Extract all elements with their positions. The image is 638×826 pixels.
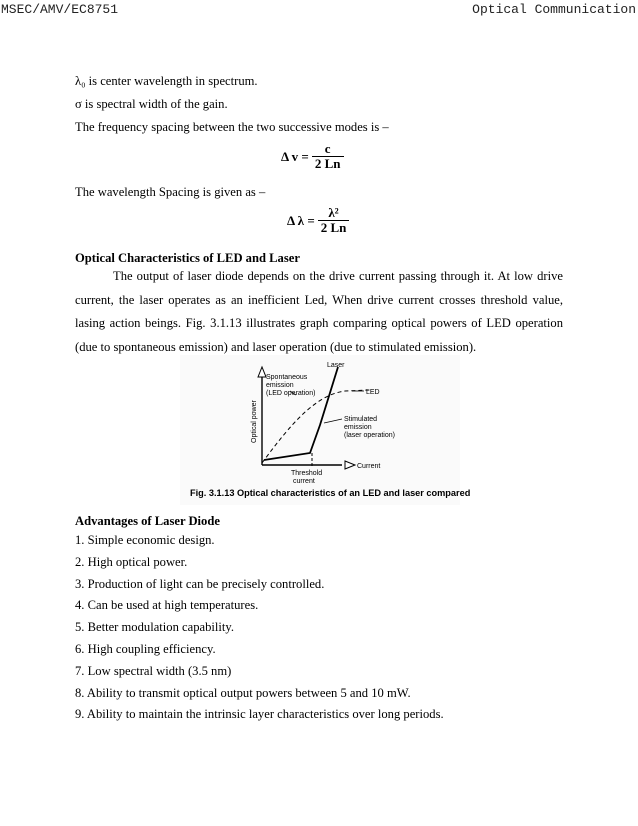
list-item: 3. Production of light can be precisely controlled. <box>75 576 325 591</box>
list-item: 7. Low spectral width (3.5 nm) <box>75 663 232 678</box>
label-led: LED <box>366 389 380 396</box>
formula2-numerator: λ² <box>328 205 339 220</box>
label-x-axis: Current <box>357 463 381 470</box>
list-item: 1. Simple economic design. <box>75 533 215 547</box>
formula1-fraction <box>312 142 344 171</box>
stimulated-leader <box>324 419 342 423</box>
label-spontaneous-1: Spontaneous <box>266 374 308 381</box>
definition-sigma: σ is spectral width of the gain. <box>75 97 228 111</box>
formula1-denominator: 2 Ln <box>314 156 341 171</box>
label-stimulated-1: Stimulated <box>344 416 378 423</box>
list-item: 6. High coupling efficiency. <box>75 641 216 656</box>
x-axis-arrow <box>345 461 355 469</box>
list-item: 2. High optical power. <box>75 554 188 569</box>
label-stimulated-2: emission <box>344 424 372 431</box>
label-y-axis: Optical power <box>251 400 258 443</box>
figure-led-laser-characteristics <box>180 355 460 505</box>
formula1-numerator: c <box>324 141 331 156</box>
header-course-code: MSEC/AMV/EC8751 <box>1 2 119 17</box>
definition-wavelength-spacing: The wavelength Spacing is given as – <box>75 185 266 199</box>
label-threshold-2: current <box>293 478 315 485</box>
figure-caption: Fig. 3.1.13 Optical characteristics of an LED and laser compared <box>190 488 471 498</box>
formula-wavelength-spacing <box>287 206 349 235</box>
label-stimulated-3: (laser operation) <box>344 432 395 439</box>
formula2-lhs: Δ λ = <box>287 212 315 228</box>
paragraph-optical-characteristics <box>75 265 563 359</box>
list-item: 5. Better modulation capability. <box>75 620 235 635</box>
header-subject: Optical Communication <box>472 2 636 17</box>
formula1-lhs: Δ v = <box>281 148 309 164</box>
section-heading-advantages: Advantages of Laser Diode <box>75 514 220 528</box>
advantages-list <box>75 532 444 728</box>
label-spontaneous-3: (LED operation) <box>266 390 316 397</box>
formula-frequency-spacing <box>281 142 344 171</box>
label-threshold-1: Threshold <box>291 470 323 477</box>
list-item: 8. Ability to transmit optical output powers between 5 and 10 mW. <box>75 685 411 700</box>
formula2-denominator: 2 Ln <box>320 220 347 235</box>
formula2-fraction <box>318 206 350 235</box>
definition-frequency-spacing: The frequency spacing between the two successive modes is – <box>75 120 389 134</box>
list-item: 9. Ability to maintain the intrinsic layer characteristics over long periods. <box>75 707 444 722</box>
paragraph-text: The output of laser diode depends on the drive current passing through it. At low drive current, the laser operates as an inefficient Led, When drive current crosses threshold value, lasing action beings. Fig. 3.1.13 illustrates graph comparing optical powers of LED operation (due to spontaneous emission) and laser operation (due to stimulated emission). <box>75 269 563 354</box>
section-heading-optical-characteristics: Optical Characteristics of LED and Laser <box>75 251 300 265</box>
figure-graph <box>180 355 460 505</box>
y-axis-arrow <box>258 367 266 377</box>
list-item: 4. Can be used at high temperatures. <box>75 598 259 613</box>
label-laser: Laser <box>327 362 345 369</box>
label-spontaneous-2: emission <box>266 382 294 389</box>
definition-lambda0: λ₀ is center wavelength in spectrum. <box>75 74 258 88</box>
